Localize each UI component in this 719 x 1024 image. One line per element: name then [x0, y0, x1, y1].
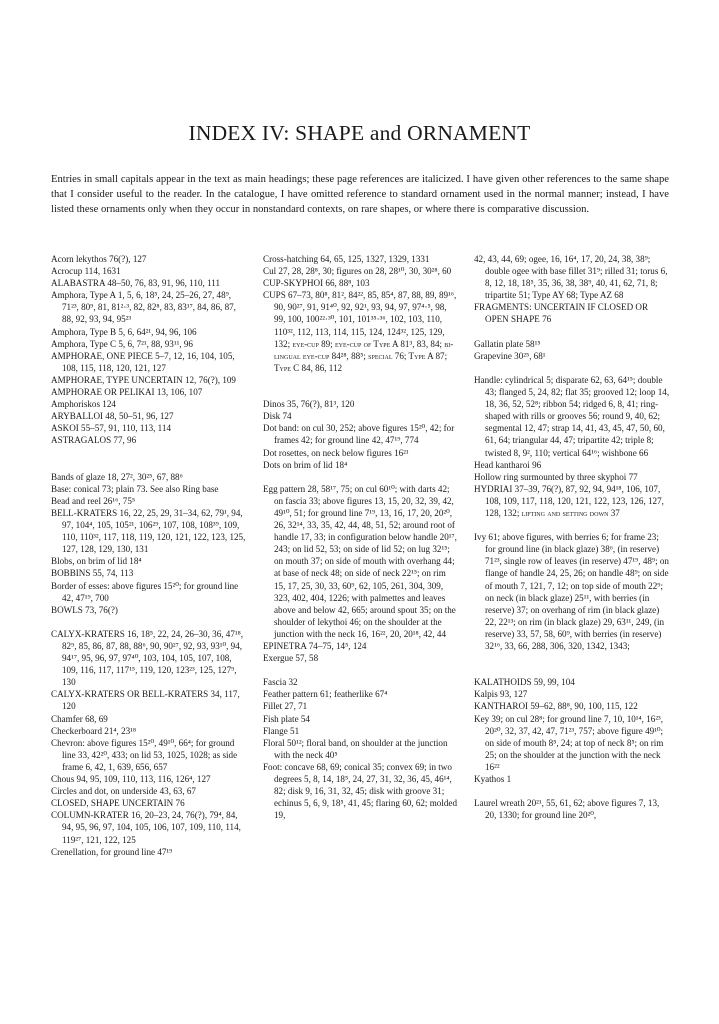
index-entry: Dots on brim of lid 18⁴ [263, 459, 348, 470]
index-entry: Disk 74 [263, 411, 292, 422]
index-entry: ASTRAGALOS 77, 96 [51, 435, 137, 446]
index-entry: Dot band: on cul 30, 252; above figures 15²⁰, 42; for frames 42; for ground line 42, 47¹⁹, 774 [263, 423, 455, 446]
index-entry: Acrocup 114, 1631 [51, 266, 121, 277]
index-entry: Chevron: above figures 15²⁰, 49¹⁰, 66⁴; for ground line 33, 42²⁰, 433; on lid 53, 1025, 1028; as side frame 6, 42, 1, 639, 656, 657 [51, 737, 238, 772]
index-entry: Cross-hatching 64, 65, 125, 1327, 1329, 1331 [263, 254, 430, 264]
index-columns [51, 253, 671, 1013]
index-entry: Circles and dot, on underside 43, 63, 67 [51, 786, 196, 797]
index-entry: Fascia 32 [263, 677, 298, 688]
index-entry: Grapevine 30²⁵, 68¹ [474, 350, 546, 361]
index-entry: ARYBALLOI 48, 50–51, 96, 127 [51, 411, 174, 422]
index-entry: Handle: cylindrical 5; disparate 62, 63, 64¹⁵; double 43; flanged 5, 24, 82; flat 35; grooved 12; loop 14, 18, 36, 52, 52⁸; ribbon 54; ridged 6, 8, 41; ring-shaped with rills or grooves 56; round 9, 40, 62; segmental 12, 47; strap 14, 41, 43, 45, 47, 50, 60, 61, 64; triangular 44, 47; tripartite 42; triple 8; twisted 8, 9², 110; vertical 64¹⁶; wishbone 66 [474, 374, 670, 458]
index-entry: CUPS 67–73, 80⁸, 81², 84²², 85, 85⁴, 87, 88, 89, 89¹⁶, 90, 90²⁷, 91, 91⁴⁰, 92, 92¹, 93, 94, 97, 97⁴·⁵, 98, 99, 100, 100²²·³⁰, 101, 101³⁵·³⁶, 102, 103, 110, 110³², 112, 113, 114, 115, 124, 124³², 125, 129, 132; eye-cup 89; eye-cup of Type A 81³, 83, 84; bi-lingual eye-cup 84²⁸, 88⁵; special 76; Type A 87; Type C 84, 86, 112 [263, 290, 457, 373]
index-entry: Base: conical 73; plain 73. See also Ring base [51, 483, 219, 494]
index-entry: Amphoriskos 124 [51, 399, 116, 410]
index-entry: BOWLS 73, 76(?) [51, 604, 118, 615]
index-entry: EPINETRA 74–75, 14⁵, 124 [263, 641, 367, 651]
index-entry: KANTHAROI 59–62, 88⁸, 90, 100, 115, 122 [474, 701, 638, 712]
section-gap [474, 785, 670, 797]
index-entry: Key 39; on cul 28⁸; for ground line 7, 10, 10¹⁴, 16²³, 20²⁰, 32, 37, 42, 47, 71²³, 757; above figure 49¹⁰; on side of mouth 8⁵, 24; at top of neck 8⁵; on rim 25; on the shoulder at the junction with the neck 16²² [474, 713, 664, 772]
index-column-1 [51, 253, 247, 858]
index-entry: BELL-KRATERS 16, 22, 25, 29, 31–34, 62, 79¹, 94, 97, 104⁴, 105, 105²¹, 106²⁹, 107, 108, 108³⁹, 109, 110, 110³², 117, 118, 119, 120, 121, 122, 123, 125, 127, 128, 129, 130, 131 [51, 507, 246, 555]
index-column-3 [474, 253, 670, 821]
section-gap [474, 519, 670, 531]
index-entry: CALYX-KRATERS OR BELL-KRATERS 34, 117, 120 [51, 689, 240, 712]
index-entry: Fish plate 54 [263, 713, 310, 724]
index-entry: CUP-SKYPHOI 66, 88⁸, 103 [263, 278, 370, 289]
index-entry: Cul 27, 28, 28⁸, 30; figures on 28, 28¹⁰, 30, 30²⁸, 60 [263, 266, 452, 277]
index-entry: Amphora, Type C 5, 6, 7²¹, 88, 93¹¹, 96 [51, 338, 193, 349]
index-entry: Amphora, Type B 5, 6, 64²¹, 94, 96, 106 [51, 326, 197, 337]
index-entry: FRAGMENTS: UNCERTAIN IF CLOSED OR OPEN SHAPE 76 [474, 302, 649, 325]
section-gap [474, 326, 670, 338]
index-entry: Laurel wreath 20²¹, 55, 61, 62; above figures 7, 13, 20, 1330; for ground line 20²⁰, [474, 798, 660, 821]
index-entry: Amphora, Type A 1, 5, 6, 18⁵, 24, 25–26, 27, 48⁹, 71²³, 80⁹, 81, 81²·³, 82, 82⁸, 83, 83¹⁷, 84, 86, 87, 88, 92, 93, 94, 95²³ [51, 290, 236, 325]
index-entry: Ivy 61; above figures, with berries 6; for frame 23; for ground line (in black glaze) 38⁶, (in reserve) 71²³, single row of leaves (in reserve) 47¹⁹, 48⁹; on flange of handle 24, 25, 26; on handle 48⁹; on side of mouth 7, 121, 7, 12; on top side of mouth 22⁹; on neck (in black glaze) 25¹¹, with berries (in reserve) 37; on overhang of rim (in black glaze) 22, 22¹³; on rim (in black glaze) 29, 63¹¹, 249, (in reserve) 33, 57, 58, 60⁹, with berries (in reserve) 32¹⁶, 33, 66, 288, 306, 320, 1342, 1343; [474, 532, 669, 651]
section-gap [263, 471, 459, 483]
index-entry: CALYX-KRATERS 16, 18⁵, 22, 24, 26–30, 36, 47¹⁸, 82⁹, 85, 86, 87, 88, 88⁶, 90, 90²⁷, 92, 93, 93¹⁰, 94, 94¹⁷, 95, 96, 97, 97⁴⁰, 103, 104, 105, 107, 108, 109, 116, 117, 117¹⁵, 119, 120, 123²³, 125, 127⁹, 130 [51, 628, 244, 688]
index-entry: AMPHORAE, TYPE UNCERTAIN 12, 76(?), 109 [51, 374, 236, 385]
section-gap [263, 664, 459, 676]
index-entry: Dinos 35, 76(?), 81³, 120 [263, 399, 355, 410]
index-entry: Egg pattern 28, 58¹⁷, 75; on cul 60¹⁰; with darts 42; on fascia 33; above figures 13, 15, 20, 32, 39, 42, 49¹⁰, 51; for ground line 7¹⁹, 13, 16, 17, 20, 20²⁰, 26, 32¹⁴, 33, 35, 42, 44, 48, 51, 52; around root of handle 17, 33; in configuration below handle 20¹⁷, 243; on lid 52, 53; on side of lid 52; on lug 32¹⁵; on mouth 37; on side of mouth with overhang 44; at base of neck 48; on side of neck 22¹⁵; on rim 15, 17, 25, 30, 33, 60⁹, 62, 105, 261, 304, 309, 323, 402, 404, 1226; with palmettes and leaves above and below 42, 665; around spout 35; on the shoulder of lekythoi 46; on the shoulder at the junction with the neck 16, 16²², 20, 20¹⁸, 42, 44 [263, 483, 457, 639]
section-gap [51, 447, 247, 471]
index-entry: Bands of glaze 18, 27², 30²⁵, 67, 88⁶ [51, 471, 183, 482]
section-gap [474, 652, 670, 676]
index-entry: Feather pattern 61; featherlike 67⁴ [263, 689, 388, 700]
index-entry: Exergue 57, 58 [263, 653, 319, 664]
section-gap [51, 616, 247, 628]
index-entry: BOBBINS 55, 74, 113 [51, 568, 134, 579]
index-entry: Kalpis 93, 127 [474, 689, 528, 700]
index-entry: ASKOI 55–57, 91, 110, 113, 114 [51, 423, 171, 434]
index-entry: Head kantharoi 96 [474, 459, 542, 470]
index-entry: Hollow ring surmounted by three skyphoi 77 [474, 471, 638, 482]
index-entry: Chamfer 68, 69 [51, 713, 108, 724]
index-entry: Dot rosettes, on neck below figures 16²¹ [263, 447, 409, 458]
index-entry: Floral 50¹²; floral band, on shoulder at the junction with the neck 40⁵ [263, 737, 448, 760]
index-entry: ALABASTRA 48–50, 76, 83, 91, 96, 110, 111 [51, 278, 220, 289]
index-entry: Blobs, on brim of lid 18⁴ [51, 556, 142, 567]
index-entry: HYDRIAI 37–39, 76(?), 87, 92, 94, 94¹⁸, 106, 107, 108, 109, 117, 118, 120, 121, 122, 123, 126, 127, 128, 132; lifting and setting down 37 [474, 483, 664, 518]
index-entry: Flange 51 [263, 725, 300, 736]
index-entry: AMPHORAE OR PELIKAI 13, 106, 107 [51, 387, 203, 398]
index-entry: COLUMN-KRATER 16, 20–23, 24, 76(?), 79⁴, 84, 94, 95, 96, 97, 104, 105, 106, 107, 109, 110, 114, 119²⁷, 121, 122, 125 [51, 810, 241, 845]
index-column-2 [263, 253, 459, 821]
index-entry: Foot: concave 68, 69; conical 35; convex 69; in two degrees 5, 8, 14, 18⁵, 24, 27, 31, 32, 36, 45, 46¹⁴, 82; disk 9, 16, 31, 32, 45; disk with groove 31; echinus 5, 6, 9, 18⁵, 41, 45; flaring 60, 62; molded 19, [263, 761, 458, 821]
index-entry: Chous 94, 95, 109, 110, 113, 116, 126⁴, 127 [51, 774, 211, 785]
index-entry: Checkerboard 21⁴, 23¹⁸ [51, 725, 137, 736]
index-entry: AMPHORAE, ONE PIECE 5–7, 12, 16, 104, 105, 108, 115, 118, 120, 121, 127 [51, 350, 235, 373]
index-entry: Crenellation, for ground line 47¹⁹ [51, 846, 173, 857]
section-gap [263, 374, 459, 398]
intro-paragraph: Entries in small capitals appear in the text as main headings; these page references are italicized. I have given other references to the same shape that I consider useful to the reader. In the catalogue, I have omitted reference to standard ornament used in the normal manner; instead, I have listed these ornaments only when they occur in nonstandard contexts, on rare shapes, or where there is comparative discussion. [51, 174, 669, 215]
index-entry: Gallatin plate 58¹⁵ [474, 338, 541, 349]
index-entry: 42, 43, 44, 69; ogee, 16, 16⁴, 17, 20, 24, 38, 38⁹; double ogee with base fillet 31⁹; rilled 31; torus 6, 8, 12, 18, 18⁵, 35, 36, 38, 38⁹, 40, 41, 62, 71, 8; tripartite 51; Type AY 68; Type AZ 68 [474, 254, 668, 301]
index-entry: CLOSED, SHAPE UNCERTAIN 76 [51, 798, 185, 809]
index-entry: KALATHOIDS 59, 99, 104 [474, 677, 575, 688]
index-entry: Acorn lekythos 76(?), 127 [51, 254, 147, 264]
index-entry: Fillet 27, 71 [263, 701, 308, 712]
index-entry: Bead and reel 26¹⁶, 75⁵ [51, 495, 136, 506]
page-title: INDEX IV: SHAPE and ORNAMENT [188, 121, 531, 145]
section-gap [474, 362, 670, 374]
index-entry: Kyathos 1 [474, 774, 512, 785]
index-entry: Border of esses: above figures 15²⁰; for ground line 42, 47¹⁹, 700 [51, 580, 239, 603]
